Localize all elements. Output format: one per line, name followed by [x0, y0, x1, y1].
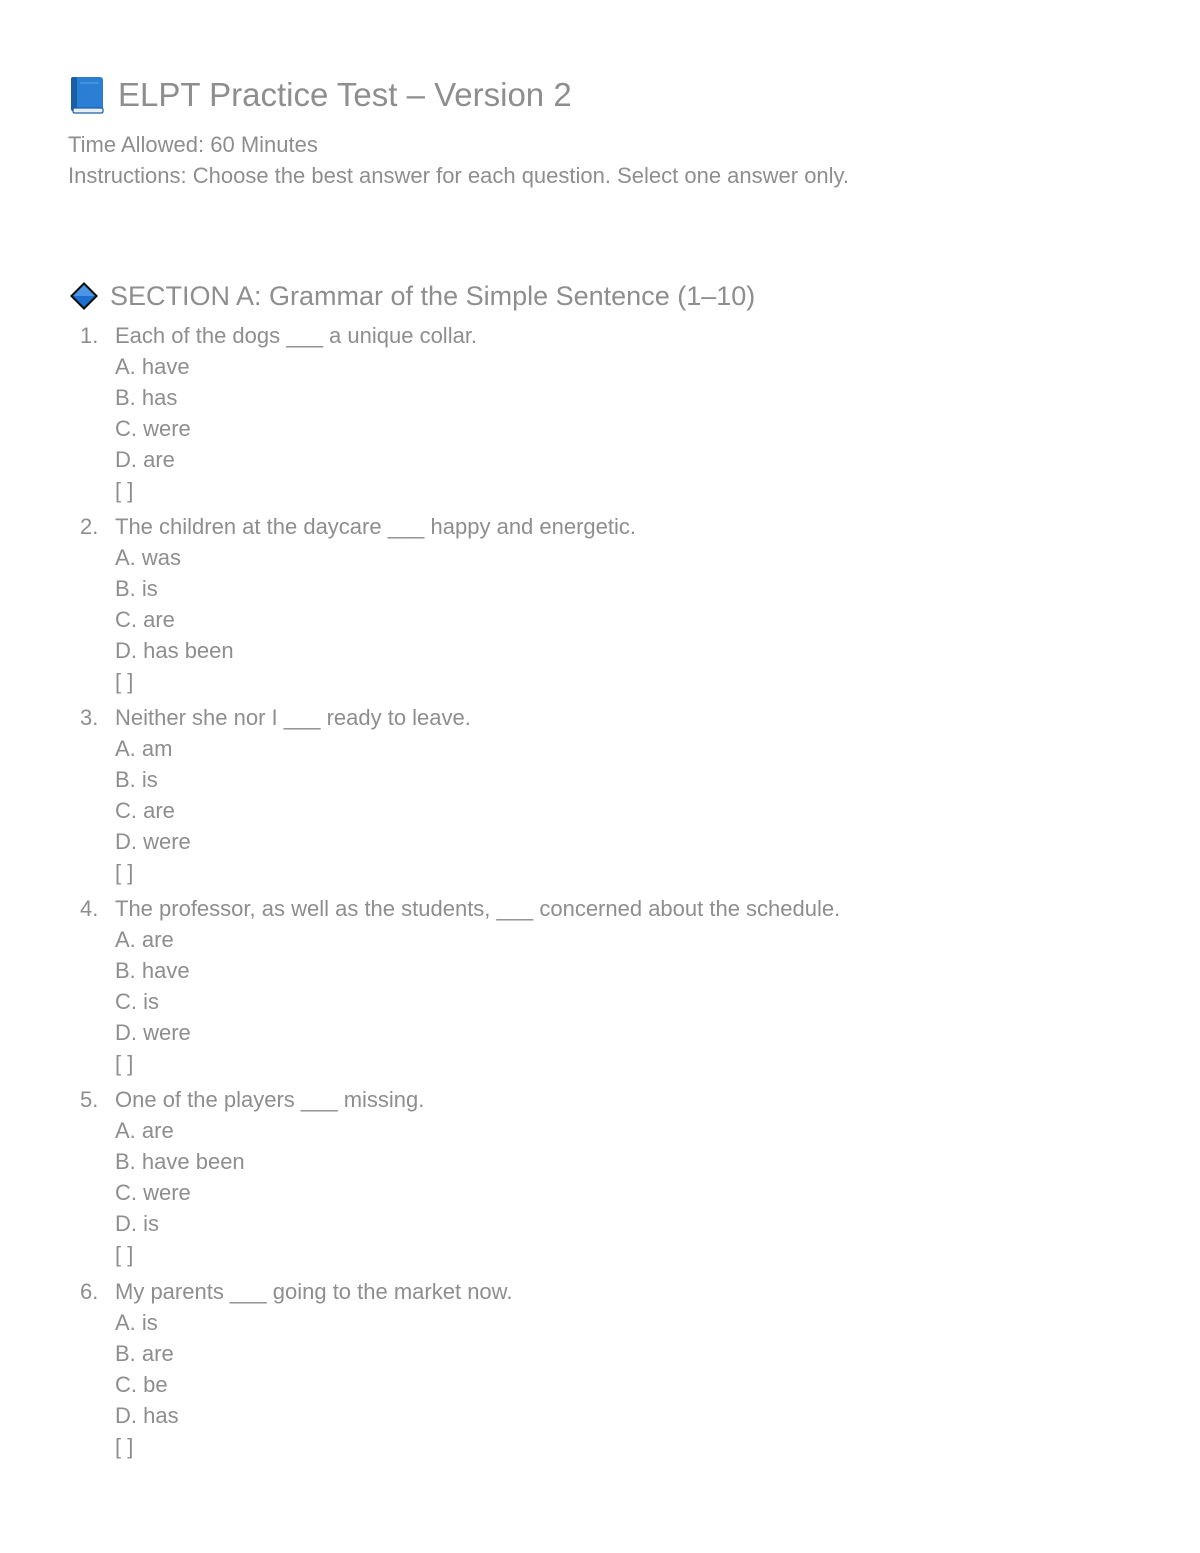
question-number: 3. — [80, 704, 99, 730]
question-text: Each of the dogs ___ a unique collar. — [115, 322, 478, 348]
answer-box[interactable]: [ ] — [115, 669, 134, 694]
section-title: SECTION A: Grammar of the Simple Sentence (1–10) — [110, 280, 756, 311]
option-b[interactable]: B. has — [115, 385, 178, 410]
question-stem — [80, 1084, 424, 1115]
question-text: One of the players ___ missing. — [115, 1086, 425, 1112]
option-c[interactable]: C. are — [115, 607, 175, 632]
question-stem — [80, 893, 840, 924]
question-number: 6. — [80, 1278, 99, 1304]
instructions-label: Instructions: — [68, 163, 187, 188]
option-b[interactable]: B. are — [115, 1341, 174, 1366]
question-5 — [0, 1084, 1200, 1274]
book-icon — [68, 75, 106, 115]
time-allowed: Time Allowed: 60 Minutes — [68, 132, 318, 157]
answer-box[interactable]: [ ] — [115, 478, 134, 503]
question-number: 2. — [80, 513, 99, 539]
question-stem — [80, 320, 477, 351]
option-b[interactable]: B. have — [115, 958, 190, 983]
section-heading — [68, 277, 755, 315]
option-c[interactable]: C. were — [115, 1180, 191, 1205]
question-text: Neither she nor I ___ ready to leave. — [115, 704, 471, 730]
option-a[interactable]: A. are — [115, 927, 174, 952]
answer-box[interactable]: [ ] — [115, 860, 134, 885]
question-3 — [0, 702, 1200, 892]
question-6 — [0, 1276, 1200, 1466]
question-number: 1. — [80, 322, 99, 348]
option-b[interactable]: B. have been — [115, 1149, 245, 1174]
question-stem — [80, 702, 471, 733]
test-meta — [68, 129, 849, 191]
option-b[interactable]: B. is — [115, 767, 158, 792]
title-row — [68, 72, 572, 118]
option-d[interactable]: D. is — [115, 1211, 159, 1236]
question-2 — [0, 511, 1200, 701]
option-d[interactable]: D. has — [115, 1403, 179, 1428]
option-d[interactable]: D. are — [115, 447, 175, 472]
diamond-icon — [68, 280, 100, 312]
question-number: 5. — [80, 1086, 99, 1112]
option-a[interactable]: A. am — [115, 736, 173, 761]
instructions-text: Choose the best answer for each question. Select one answer only. — [186, 163, 850, 188]
page-title: ELPT Practice Test – Version 2 — [118, 76, 572, 113]
option-a[interactable]: A. have — [115, 354, 190, 379]
question-text: The children at the daycare ___ happy and energetic. — [115, 513, 637, 539]
question-1 — [0, 320, 1200, 510]
answer-box[interactable]: [ ] — [115, 1434, 134, 1459]
option-c[interactable]: C. is — [115, 989, 159, 1014]
answer-box[interactable]: [ ] — [115, 1242, 134, 1267]
option-a[interactable]: A. was — [115, 545, 182, 570]
option-a[interactable]: A. are — [115, 1118, 174, 1143]
option-d[interactable]: D. has been — [115, 638, 234, 663]
option-d[interactable]: D. were — [115, 1020, 191, 1045]
instructions — [68, 160, 849, 191]
question-stem — [80, 511, 636, 542]
question-number: 4. — [80, 895, 99, 921]
question-text: My parents ___ going to the market now. — [115, 1278, 513, 1304]
answer-box[interactable]: [ ] — [115, 1051, 134, 1076]
option-b[interactable]: B. is — [115, 576, 158, 601]
question-stem — [80, 1276, 512, 1307]
option-c[interactable]: C. be — [115, 1372, 168, 1397]
option-a[interactable]: A. is — [115, 1310, 158, 1335]
question-4 — [0, 893, 1200, 1083]
option-c[interactable]: C. were — [115, 416, 191, 441]
option-c[interactable]: C. are — [115, 798, 175, 823]
option-d[interactable]: D. were — [115, 829, 191, 854]
question-text: The professor, as well as the students, ___ concerned about the schedule. — [115, 895, 841, 921]
